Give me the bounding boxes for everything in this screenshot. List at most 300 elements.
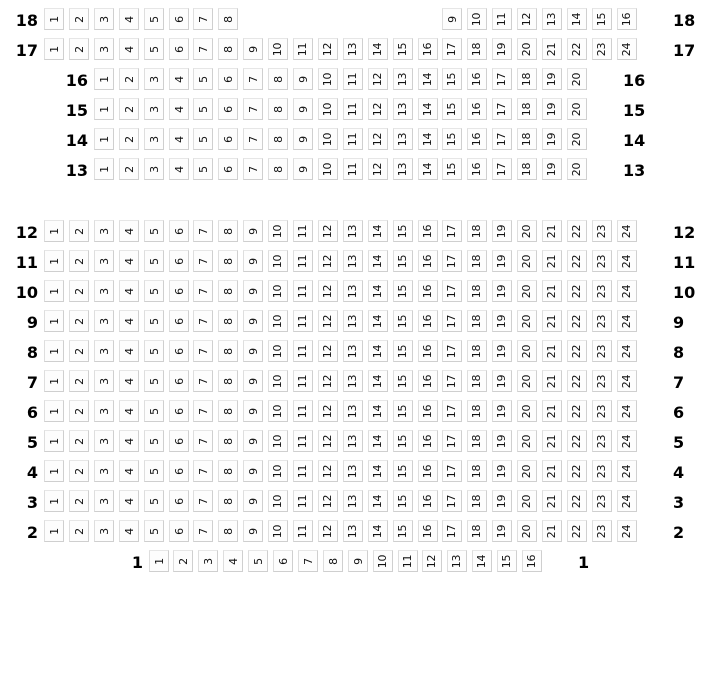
seat[interactable] (218, 250, 238, 272)
seat[interactable] (422, 550, 442, 572)
seat[interactable] (467, 310, 487, 332)
seat[interactable] (268, 460, 288, 482)
seat[interactable] (492, 38, 512, 60)
seat[interactable] (567, 340, 587, 362)
seat[interactable] (442, 8, 462, 30)
seat[interactable] (442, 220, 462, 242)
seat[interactable] (418, 128, 438, 150)
seat[interactable] (617, 8, 637, 30)
seat[interactable] (318, 370, 338, 392)
seat[interactable] (418, 38, 438, 60)
seat[interactable] (293, 340, 313, 362)
seat[interactable] (69, 430, 89, 452)
seat[interactable] (243, 310, 263, 332)
seat[interactable] (44, 8, 64, 30)
seat[interactable] (193, 400, 213, 422)
seat[interactable] (368, 280, 388, 302)
seat[interactable] (94, 158, 114, 180)
seat[interactable] (592, 430, 612, 452)
seat[interactable] (44, 38, 64, 60)
seat[interactable] (447, 550, 467, 572)
seat[interactable] (467, 128, 487, 150)
seat[interactable] (517, 220, 537, 242)
seat[interactable] (617, 490, 637, 512)
seat[interactable] (343, 370, 363, 392)
seat[interactable] (318, 430, 338, 452)
seat[interactable] (119, 340, 139, 362)
seat[interactable] (343, 400, 363, 422)
seat[interactable] (318, 158, 338, 180)
seat[interactable] (293, 520, 313, 542)
seat[interactable] (492, 400, 512, 422)
seat[interactable] (243, 370, 263, 392)
seat[interactable] (517, 8, 537, 30)
seat[interactable] (94, 430, 114, 452)
seat[interactable] (144, 400, 164, 422)
seat[interactable] (517, 310, 537, 332)
seat[interactable] (268, 400, 288, 422)
seat[interactable] (193, 38, 213, 60)
seat[interactable] (243, 400, 263, 422)
seat[interactable] (592, 280, 612, 302)
seat[interactable] (268, 280, 288, 302)
seat[interactable] (542, 340, 562, 362)
seat[interactable] (223, 550, 243, 572)
seat[interactable] (144, 128, 164, 150)
seat[interactable] (69, 310, 89, 332)
seat[interactable] (467, 340, 487, 362)
seat[interactable] (542, 158, 562, 180)
seat[interactable] (94, 38, 114, 60)
seat[interactable] (94, 220, 114, 242)
seat[interactable] (218, 8, 238, 30)
seat[interactable] (119, 460, 139, 482)
seat[interactable] (517, 128, 537, 150)
seat[interactable] (542, 520, 562, 542)
seat[interactable] (218, 280, 238, 302)
seat[interactable] (418, 280, 438, 302)
seat[interactable] (119, 520, 139, 542)
seat[interactable] (492, 310, 512, 332)
seat[interactable] (368, 158, 388, 180)
seat[interactable] (492, 340, 512, 362)
seat[interactable] (193, 370, 213, 392)
seat[interactable] (44, 370, 64, 392)
seat[interactable] (169, 460, 189, 482)
seat[interactable] (268, 490, 288, 512)
seat[interactable] (268, 220, 288, 242)
seat[interactable] (94, 128, 114, 150)
seat[interactable] (218, 430, 238, 452)
seat[interactable] (368, 340, 388, 362)
seat[interactable] (492, 460, 512, 482)
seat[interactable] (567, 128, 587, 150)
seat[interactable] (497, 550, 517, 572)
seat[interactable] (617, 400, 637, 422)
seat[interactable] (467, 68, 487, 90)
seat[interactable] (348, 550, 368, 572)
seat[interactable] (492, 490, 512, 512)
seat[interactable] (69, 460, 89, 482)
seat[interactable] (617, 340, 637, 362)
seat[interactable] (418, 220, 438, 242)
seat[interactable] (318, 310, 338, 332)
seat[interactable] (368, 310, 388, 332)
seat[interactable] (567, 98, 587, 120)
seat[interactable] (418, 400, 438, 422)
seat[interactable] (44, 220, 64, 242)
seat[interactable] (467, 400, 487, 422)
seat[interactable] (169, 8, 189, 30)
seat[interactable] (467, 98, 487, 120)
seat[interactable] (442, 38, 462, 60)
seat[interactable] (418, 490, 438, 512)
seat[interactable] (393, 220, 413, 242)
seat[interactable] (442, 490, 462, 512)
seat[interactable] (492, 280, 512, 302)
seat[interactable] (467, 370, 487, 392)
seat[interactable] (119, 250, 139, 272)
seat[interactable] (368, 220, 388, 242)
seat[interactable] (343, 98, 363, 120)
seat[interactable] (144, 38, 164, 60)
seat[interactable] (318, 68, 338, 90)
seat[interactable] (243, 250, 263, 272)
seat[interactable] (119, 490, 139, 512)
seat[interactable] (343, 490, 363, 512)
seat[interactable] (418, 370, 438, 392)
seat[interactable] (44, 280, 64, 302)
seat[interactable] (542, 310, 562, 332)
seat[interactable] (193, 68, 213, 90)
seat[interactable] (94, 98, 114, 120)
seat[interactable] (268, 68, 288, 90)
seat[interactable] (393, 370, 413, 392)
seat[interactable] (119, 370, 139, 392)
seat[interactable] (119, 280, 139, 302)
seat[interactable] (467, 158, 487, 180)
seat[interactable] (293, 68, 313, 90)
seat[interactable] (44, 400, 64, 422)
seat[interactable] (617, 520, 637, 542)
seat[interactable] (542, 98, 562, 120)
seat[interactable] (467, 490, 487, 512)
seat[interactable] (169, 158, 189, 180)
seat[interactable] (318, 520, 338, 542)
seat[interactable] (318, 128, 338, 150)
seat[interactable] (94, 250, 114, 272)
seat[interactable] (442, 460, 462, 482)
seat[interactable] (318, 38, 338, 60)
seat[interactable] (218, 340, 238, 362)
seat[interactable] (343, 158, 363, 180)
seat[interactable] (144, 340, 164, 362)
seat[interactable] (243, 460, 263, 482)
seat[interactable] (467, 38, 487, 60)
seat[interactable] (442, 430, 462, 452)
seat[interactable] (144, 490, 164, 512)
seat[interactable] (368, 38, 388, 60)
seat[interactable] (243, 490, 263, 512)
seat[interactable] (442, 400, 462, 422)
seat[interactable] (94, 490, 114, 512)
seat[interactable] (144, 370, 164, 392)
seat[interactable] (94, 8, 114, 30)
seat[interactable] (517, 400, 537, 422)
seat[interactable] (343, 460, 363, 482)
seat[interactable] (393, 98, 413, 120)
seat[interactable] (567, 400, 587, 422)
seat[interactable] (567, 220, 587, 242)
seat[interactable] (169, 520, 189, 542)
seat[interactable] (293, 430, 313, 452)
seat[interactable] (617, 310, 637, 332)
seat[interactable] (542, 490, 562, 512)
seat[interactable] (368, 98, 388, 120)
seat[interactable] (393, 280, 413, 302)
seat[interactable] (69, 520, 89, 542)
seat[interactable] (442, 128, 462, 150)
seat[interactable] (173, 550, 193, 572)
seat[interactable] (343, 520, 363, 542)
seat[interactable] (273, 550, 293, 572)
seat[interactable] (418, 68, 438, 90)
seat[interactable] (69, 8, 89, 30)
seat[interactable] (318, 400, 338, 422)
seat[interactable] (418, 158, 438, 180)
seat[interactable] (617, 280, 637, 302)
seat[interactable] (592, 220, 612, 242)
seat[interactable] (243, 98, 263, 120)
seat[interactable] (169, 98, 189, 120)
seat[interactable] (193, 220, 213, 242)
seat[interactable] (517, 68, 537, 90)
seat[interactable] (343, 220, 363, 242)
seat[interactable] (492, 128, 512, 150)
seat[interactable] (218, 98, 238, 120)
seat[interactable] (368, 128, 388, 150)
seat[interactable] (44, 250, 64, 272)
seat[interactable] (144, 98, 164, 120)
seat[interactable] (193, 158, 213, 180)
seat[interactable] (542, 68, 562, 90)
seat[interactable] (418, 340, 438, 362)
seat[interactable] (567, 490, 587, 512)
seat[interactable] (592, 310, 612, 332)
seat[interactable] (617, 250, 637, 272)
seat[interactable] (193, 128, 213, 150)
seat[interactable] (343, 310, 363, 332)
seat[interactable] (442, 340, 462, 362)
seat[interactable] (567, 310, 587, 332)
seat[interactable] (119, 430, 139, 452)
seat[interactable] (592, 250, 612, 272)
seat[interactable] (442, 98, 462, 120)
seat[interactable] (492, 68, 512, 90)
seat[interactable] (169, 490, 189, 512)
seat[interactable] (592, 520, 612, 542)
seat[interactable] (393, 520, 413, 542)
seat[interactable] (144, 460, 164, 482)
seat[interactable] (69, 38, 89, 60)
seat[interactable] (542, 370, 562, 392)
seat[interactable] (442, 68, 462, 90)
seat[interactable] (517, 98, 537, 120)
seat[interactable] (218, 370, 238, 392)
seat[interactable] (368, 490, 388, 512)
seat[interactable] (318, 98, 338, 120)
seat[interactable] (94, 400, 114, 422)
seat[interactable] (517, 280, 537, 302)
seat[interactable] (318, 340, 338, 362)
seat[interactable] (418, 250, 438, 272)
seat[interactable] (218, 460, 238, 482)
seat[interactable] (119, 68, 139, 90)
seat[interactable] (393, 340, 413, 362)
seat[interactable] (218, 220, 238, 242)
seat[interactable] (343, 430, 363, 452)
seat[interactable] (218, 158, 238, 180)
seat[interactable] (144, 430, 164, 452)
seat[interactable] (318, 220, 338, 242)
seat[interactable] (169, 250, 189, 272)
seat[interactable] (119, 158, 139, 180)
seat[interactable] (293, 98, 313, 120)
seat[interactable] (193, 310, 213, 332)
seat[interactable] (169, 68, 189, 90)
seat[interactable] (343, 38, 363, 60)
seat[interactable] (144, 280, 164, 302)
seat[interactable] (617, 220, 637, 242)
seat[interactable] (492, 250, 512, 272)
seat[interactable] (293, 490, 313, 512)
seat[interactable] (542, 250, 562, 272)
seat[interactable] (268, 370, 288, 392)
seat[interactable] (69, 340, 89, 362)
seat[interactable] (492, 370, 512, 392)
seat[interactable] (69, 400, 89, 422)
seat[interactable] (442, 280, 462, 302)
seat[interactable] (69, 220, 89, 242)
seat[interactable] (393, 68, 413, 90)
seat[interactable] (567, 460, 587, 482)
seat[interactable] (418, 310, 438, 332)
seat[interactable] (517, 250, 537, 272)
seat[interactable] (492, 430, 512, 452)
seat[interactable] (69, 490, 89, 512)
seat[interactable] (343, 68, 363, 90)
seat[interactable] (193, 340, 213, 362)
seat[interactable] (268, 98, 288, 120)
seat[interactable] (418, 430, 438, 452)
seat[interactable] (393, 250, 413, 272)
seat[interactable] (293, 158, 313, 180)
seat[interactable] (44, 460, 64, 482)
seat[interactable] (592, 8, 612, 30)
seat[interactable] (268, 310, 288, 332)
seat[interactable] (318, 280, 338, 302)
seat[interactable] (567, 370, 587, 392)
seat[interactable] (517, 490, 537, 512)
seat[interactable] (293, 128, 313, 150)
seat[interactable] (542, 430, 562, 452)
seat[interactable] (393, 158, 413, 180)
seat[interactable] (193, 520, 213, 542)
seat[interactable] (243, 68, 263, 90)
seat[interactable] (517, 520, 537, 542)
seat[interactable] (69, 250, 89, 272)
seat[interactable] (144, 68, 164, 90)
seat[interactable] (592, 340, 612, 362)
seat[interactable] (169, 280, 189, 302)
seat[interactable] (592, 370, 612, 392)
seat[interactable] (442, 310, 462, 332)
seat[interactable] (567, 38, 587, 60)
seat[interactable] (94, 340, 114, 362)
seat[interactable] (343, 128, 363, 150)
seat[interactable] (418, 98, 438, 120)
seat[interactable] (69, 280, 89, 302)
seat[interactable] (218, 38, 238, 60)
seat[interactable] (193, 98, 213, 120)
seat[interactable] (592, 460, 612, 482)
seat[interactable] (169, 220, 189, 242)
seat[interactable] (119, 400, 139, 422)
seat[interactable] (293, 370, 313, 392)
seat[interactable] (298, 550, 318, 572)
seat[interactable] (193, 490, 213, 512)
seat[interactable] (94, 460, 114, 482)
seat[interactable] (144, 310, 164, 332)
seat[interactable] (193, 430, 213, 452)
seat[interactable] (542, 220, 562, 242)
seat[interactable] (592, 490, 612, 512)
seat[interactable] (368, 370, 388, 392)
seat[interactable] (542, 460, 562, 482)
seat[interactable] (368, 520, 388, 542)
seat[interactable] (169, 370, 189, 392)
seat[interactable] (119, 128, 139, 150)
seat[interactable] (218, 490, 238, 512)
seat[interactable] (393, 460, 413, 482)
seat[interactable] (293, 280, 313, 302)
seat[interactable] (293, 220, 313, 242)
seat[interactable] (368, 400, 388, 422)
seat[interactable] (169, 340, 189, 362)
seat[interactable] (243, 128, 263, 150)
seat[interactable] (119, 98, 139, 120)
seat[interactable] (318, 460, 338, 482)
seat[interactable] (318, 250, 338, 272)
seat[interactable] (492, 8, 512, 30)
seat[interactable] (567, 68, 587, 90)
seat[interactable] (393, 430, 413, 452)
seat[interactable] (218, 310, 238, 332)
seat[interactable] (542, 128, 562, 150)
seat[interactable] (193, 280, 213, 302)
seat[interactable] (169, 430, 189, 452)
seat[interactable] (193, 8, 213, 30)
seat[interactable] (442, 158, 462, 180)
seat[interactable] (243, 220, 263, 242)
seat[interactable] (393, 490, 413, 512)
seat[interactable] (119, 8, 139, 30)
seat[interactable] (268, 250, 288, 272)
seat[interactable] (144, 8, 164, 30)
seat[interactable] (243, 340, 263, 362)
seat[interactable] (393, 400, 413, 422)
seat[interactable] (467, 8, 487, 30)
